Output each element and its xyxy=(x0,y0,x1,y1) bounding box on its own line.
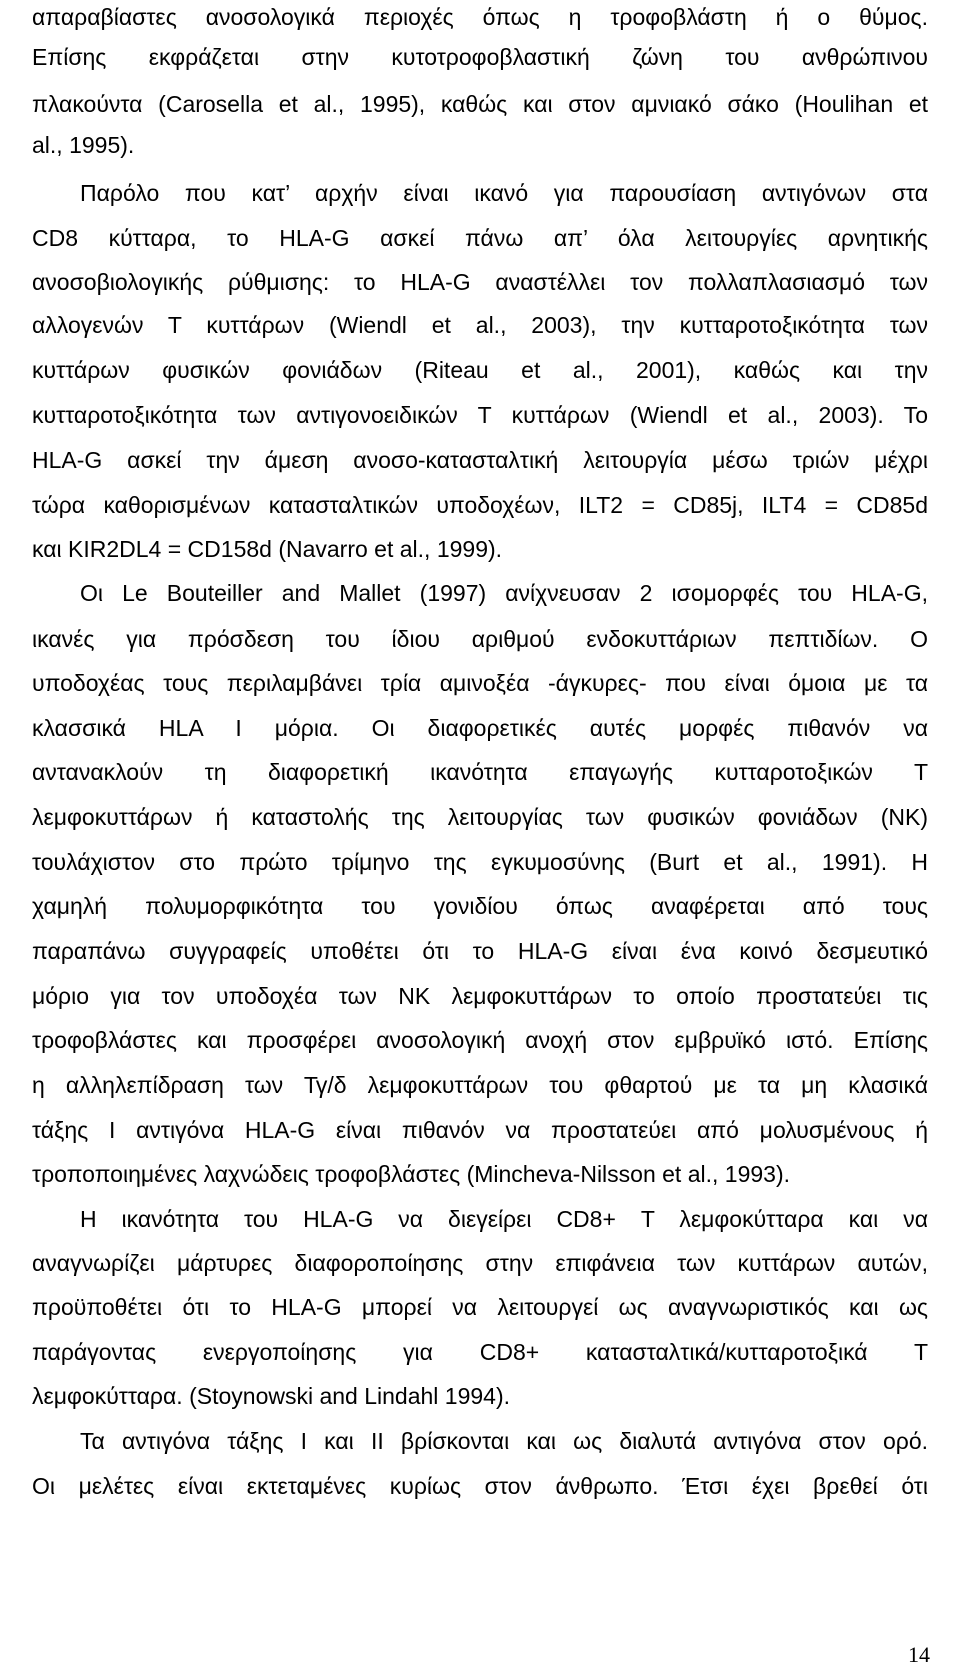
text-line: υποδοχέας τους περιλαμβάνει τρία αμινοξέα -άγκυρες- που είναι όμοια με τα xyxy=(32,670,928,696)
text-line: τροφοβλάστες και προσφέρει ανοσολογική ανοχή στον εμβρυϊκό ιστό. Επίσης xyxy=(32,1027,928,1053)
text-line: Επίσης εκφράζεται στην κυτοτροφοβλαστική ζώνη του ανθρώπινου xyxy=(32,44,928,70)
text-line: αλλογενών Τ κυττάρων (Wiendl et al., 2003), την κυτταροτοξικότητα των xyxy=(32,312,928,338)
text-line: κλασσικά HLA Ι μόρια. Οι διαφορετικές αυτές μορφές πιθανόν να xyxy=(32,715,928,741)
text-line: κυττάρων φυσικών φονιάδων (Riteau et al., 2001), καθώς και την xyxy=(32,357,928,383)
text-line: CD8 κύτταρα, το HLA-G ασκεί πάνω απ’ όλα λειτουργίες αρνητικής xyxy=(32,225,928,251)
text-line: και KIR2DL4 = CD158d (Navarro et al., 1999). xyxy=(32,536,503,562)
text-line: Τα αντιγόνα τάξης Ι και ΙΙ βρίσκονται και ως διαλυτά αντιγόνα στον ορό. xyxy=(80,1428,928,1454)
page-number: 14 xyxy=(908,1642,930,1667)
text-line: ανοσοβιολογικής ρύθμισης: το HLA-G αναστέλλει τον πολλαπλασιασμό των xyxy=(32,269,928,295)
text-line: Οι Le Bouteiller and Mallet (1997) ανίχνευσαν 2 ισομορφές του HLA-G, xyxy=(80,580,928,606)
text-line: κυτταροτοξικότητα των αντιγονοειδικών Τ κυττάρων (Wiendl et al., 2003). Το xyxy=(32,402,928,428)
text-line: λεμφοκύτταρα. (Stoynowski and Lindahl 1994). xyxy=(32,1383,511,1409)
text-line: παράγοντας ενεργοποίησης για CD8+ κατασταλτικά/κυτταροτοξικά Τ xyxy=(32,1339,928,1365)
text-line: η αλληλεπίδραση των Τγ/δ λεμφοκυττάρων του φθαρτού με τα μη κλασικά xyxy=(32,1072,928,1098)
text-line: Η ικανότητα του HLA-G να διεγείρει CD8+ Τ λεμφοκύτταρα και να xyxy=(80,1206,928,1232)
text-line: Οι μελέτες είναι εκτεταμένες κυρίως στον άνθρωπο. Έτσι έχει βρεθεί ότι xyxy=(32,1473,928,1499)
text-line: παραπάνω συγγραφείς υποθέτει ότι το HLA-G είναι ένα κοινό δεσμευτικό xyxy=(32,938,928,964)
text-line: τώρα καθορισμένων κατασταλτικών υποδοχέων, ILT2 = CD85j, ILT4 = CD85d xyxy=(32,492,928,518)
text-line: μόριο για τον υποδοχέα των ΝΚ λεμφοκυττάρων το οποίο προστατεύει τις xyxy=(32,983,928,1009)
text-line: απαραβίαστες ανοσολογικά περιοχές όπως η τροφοβλάστη ή ο θύμος. xyxy=(32,4,928,30)
text-line: ικανές για πρόσδεση του ίδιου αριθμού ενδοκυττάριων πεπτιδίων. Ο xyxy=(32,626,928,652)
text-line: προϋποθέτει ότι το HLA-G μπορεί να λειτουργεί ως αναγνωριστικός και ως xyxy=(32,1294,928,1320)
text-line: Παρόλο που κατ’ αρχήν είναι ικανό για παρουσίαση αντιγόνων στα xyxy=(80,180,928,206)
text-line: αναγνωρίζει μάρτυρες διαφοροποίησης στην επιφάνεια των κυττάρων αυτών, xyxy=(32,1250,928,1276)
text-line: χαμηλή πολυμορφικότητα του γονιδίου όπως αναφέρεται από τους xyxy=(32,893,928,919)
text-line: τάξης Ι αντιγόνα HLA-G είναι πιθανόν να προστατεύει από μολυσμένους ή xyxy=(32,1117,928,1143)
text-line: λεμφοκυττάρων ή καταστολής της λειτουργίας των φυσικών φονιάδων (ΝΚ) xyxy=(32,804,928,830)
text-line: al., 1995). xyxy=(32,132,135,158)
text-line: αντανακλούν τη διαφορετική ικανότητα επαγωγής κυτταροτοξικών Τ xyxy=(32,759,928,785)
text-line: τροποποιημένες λαχνώδεις τροφοβλάστες (Mincheva-Nilsson et al., 1993). xyxy=(32,1161,791,1187)
text-line: τουλάχιστον στο πρώτο τρίμηνο της εγκυμοσύνης (Burt et al., 1991). Η xyxy=(32,849,928,875)
text-line: HLA-G ασκεί την άμεση ανοσο-κατασταλτική λειτουργία μέσω τριών μέχρι xyxy=(32,447,928,473)
text-line: πλακούντα (Carosella et al., 1995), καθώς και στον αμνιακό σάκο (Houlihan et xyxy=(32,91,928,117)
